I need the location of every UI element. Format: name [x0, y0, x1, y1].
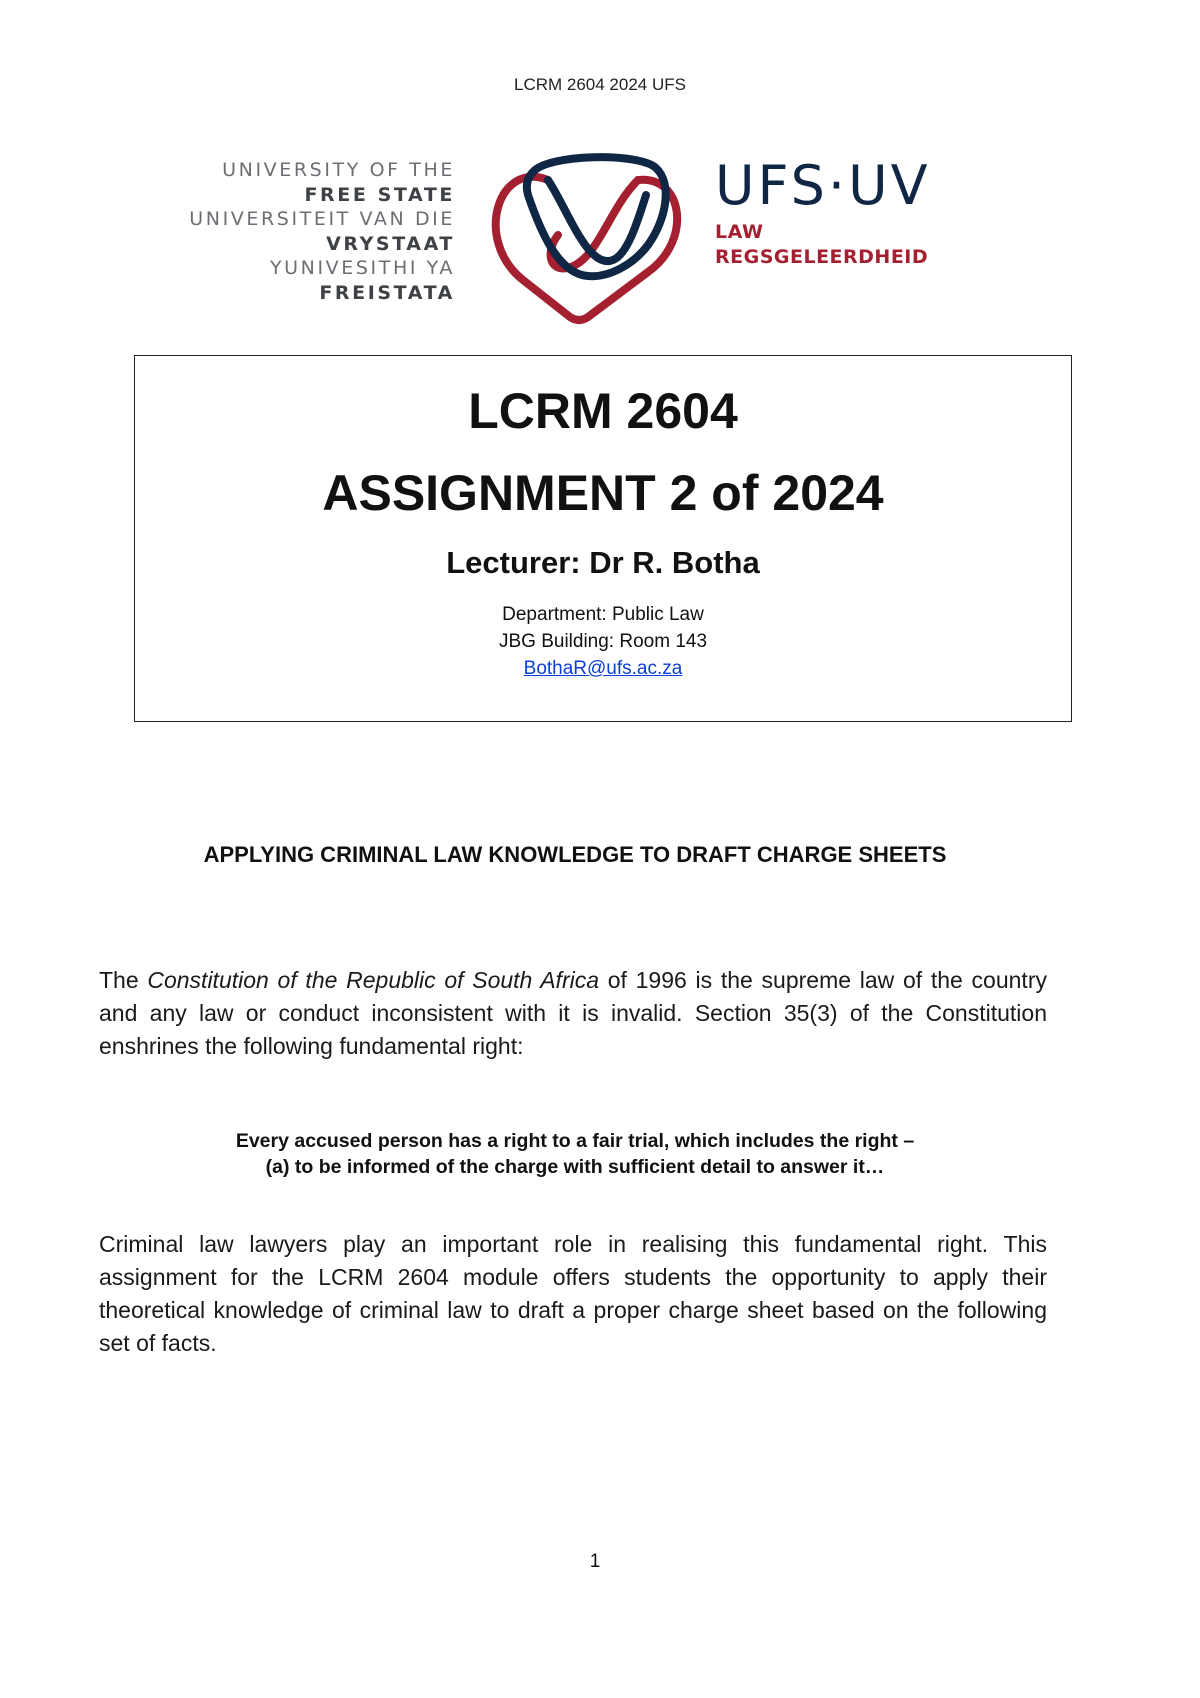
running-header: LCRM 2604 2024 UFS — [514, 75, 686, 94]
university-name-line: FREISTATA — [319, 281, 455, 304]
quote-line: Every accused person has a right to a fair trial, which includes the right – — [235, 1130, 915, 1152]
building-room: JBG Building: Room 143 — [498, 631, 708, 652]
faculty-name-en: LAW — [715, 221, 764, 243]
title-box — [134, 355, 1072, 722]
university-name-line: UNIVERSITY OF THE — [222, 159, 455, 181]
ufs-emblem-icon — [488, 150, 698, 325]
university-names — [150, 158, 455, 305]
email-link[interactable]: BothaR@ufs.ac.za — [523, 658, 683, 679]
brand-text — [715, 154, 931, 270]
intro-paragraph — [99, 964, 1047, 1063]
intro-text-end: of 1996 is the supreme law of the country and any law or conduct inconsistent with it is invalid. Section 35(3) of the Constitution enshrines the following fundamental right: — [99, 967, 1047, 1059]
brand-name: UFS·UV — [715, 154, 931, 217]
constitution-title: Constitution of the Republic of South Africa — [147, 967, 600, 993]
faculty-name-af: REGSGELEERDHEID — [715, 246, 929, 268]
assignment-title: ASSIGNMENT 2 of 2024 — [322, 465, 884, 521]
ufs-law-logo — [150, 150, 1010, 325]
lecturer-name: Lecturer: Dr R. Botha — [446, 545, 760, 580]
section-heading: APPLYING CRIMINAL LAW KNOWLEDGE TO DRAFT CHARGE SHEETS — [203, 842, 947, 867]
university-name-line: FREE STATE — [304, 183, 455, 206]
university-name-line: YUNIVESITHI YA — [269, 257, 455, 279]
constitution-quote — [0, 1128, 1150, 1180]
university-name-line: VRYSTAAT — [326, 232, 455, 255]
intro-text-start: The — [99, 967, 148, 993]
quote-line: (a) to be informed of the charge with sufficient detail to answer it… — [265, 1156, 885, 1178]
page-number: 1 — [589, 1551, 601, 1572]
university-name-line: UNIVERSITEIT VAN DIE — [189, 208, 455, 230]
department: Department: Public Law — [502, 604, 704, 625]
contact-details — [135, 601, 1071, 682]
assignment-paragraph: Criminal law lawyers play an important role in realising this fundamental right. This assignment for the LCRM 2604 module offers students the opportunity to apply their theoretical knowledge of criminal law to draft a proper charge sheet based on the following set of facts. — [99, 1231, 1047, 1356]
course-code: LCRM 2604 — [468, 383, 738, 439]
